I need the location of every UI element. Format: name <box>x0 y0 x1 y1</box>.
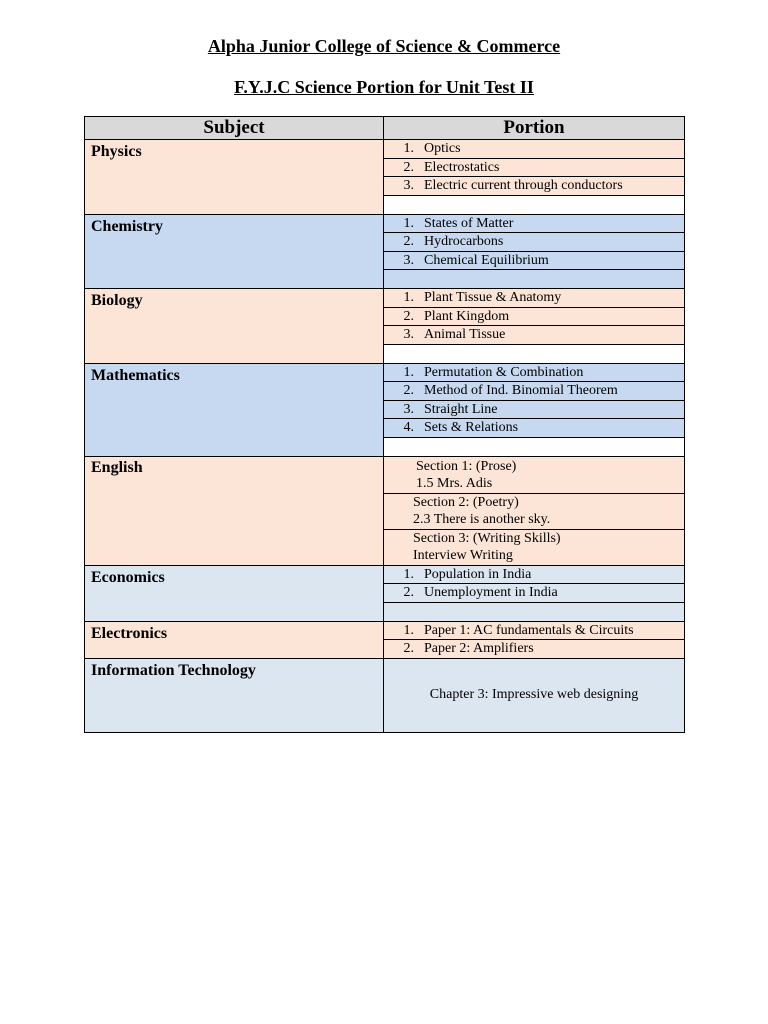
blank-cell <box>384 437 684 456</box>
list-item: 2. Electrostatics <box>384 158 684 177</box>
blank-cell <box>384 195 684 214</box>
subject-column-header: Subject <box>85 117 384 140</box>
list-item: 1. States of Matter <box>384 215 684 233</box>
portion-list <box>384 566 684 621</box>
portion-list <box>384 215 684 289</box>
portion-list <box>384 140 684 214</box>
subject-electronics: Electronics <box>85 621 384 658</box>
portion-list <box>384 364 684 456</box>
english-section-1: Section 1: (Prose) <box>416 458 517 474</box>
portion-list <box>384 289 684 363</box>
list-item: 3. Animal Tissue <box>384 326 684 345</box>
list-item: 2. Method of Ind. Binomial Theorem <box>384 382 684 401</box>
subject-physics: Physics <box>85 140 384 215</box>
blank-cell <box>384 270 684 289</box>
list-item: 3. Chemical Equilibrium <box>384 251 684 270</box>
list-item: 2. Unemployment in India <box>384 584 684 603</box>
subject-information-technology: Information Technology <box>85 658 384 732</box>
table-row <box>85 214 685 289</box>
portion-column-header: Portion <box>384 117 685 140</box>
subject-english: English <box>85 456 384 565</box>
subject-chemistry: Chemistry <box>85 214 384 289</box>
blank-cell <box>384 602 684 621</box>
table-header-row <box>85 117 685 140</box>
list-item: 1. Permutation & Combination <box>384 364 684 382</box>
document-title: F.Y.J.C Science Portion for Unit Test II <box>234 77 534 97</box>
table-row <box>85 140 685 215</box>
table-row <box>85 621 685 658</box>
list-item: 1. Population in India <box>384 566 684 584</box>
english-item-1: 1.5 Mrs. Adis <box>384 475 684 494</box>
subject-mathematics: Mathematics <box>85 363 384 456</box>
english-item-3: Interview Writing <box>413 548 513 563</box>
list-item: 4. Sets & Relations <box>384 419 684 438</box>
list-item: 2. Plant Kingdom <box>384 307 684 326</box>
subject-economics: Economics <box>85 565 384 621</box>
subject-biology: Biology <box>85 289 384 364</box>
portion-list <box>384 622 684 658</box>
table-row <box>85 289 685 364</box>
it-portion-text: Chapter 3: Impressive web designing <box>384 658 685 732</box>
table-row <box>85 565 685 621</box>
list-item: 2. Paper 2: Amplifiers <box>403 641 534 657</box>
table-row <box>85 658 685 732</box>
list-item: 1. Plant Tissue & Anatomy <box>384 289 684 307</box>
portion-table <box>84 116 685 733</box>
table-row <box>85 456 685 565</box>
list-item: 3. Electric current through conductors <box>384 177 684 196</box>
table-row <box>85 363 685 456</box>
english-item-2: 2.3 There is another sky. <box>384 511 684 530</box>
list-item: 3. Straight Line <box>384 400 684 419</box>
list-item: 2. Hydrocarbons <box>384 233 684 252</box>
list-item: 1. Paper 1: AC fundamentals & Circuits <box>384 622 684 640</box>
college-name: Alpha Junior College of Science & Commerce <box>207 36 561 56</box>
blank-cell <box>384 344 684 363</box>
list-item: 1. Optics <box>384 140 684 158</box>
english-section-3: Section 3: (Writing Skills) <box>413 530 561 546</box>
english-section-2: Section 2: (Poetry) <box>413 494 519 510</box>
